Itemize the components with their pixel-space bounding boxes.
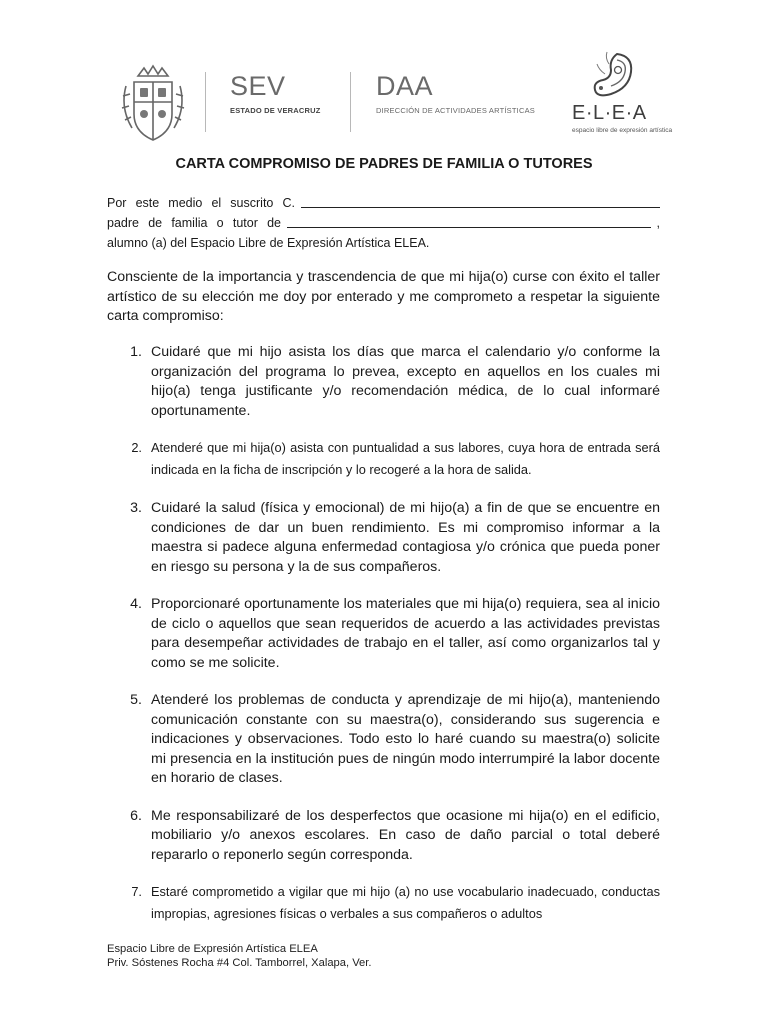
item-text: Cuidaré que mi hijo asista los días que marca el calendario y/o conforme la organización del programa lo prevea, excepto en aquellos en los cuales mi hijo(a) tenga justificante y/o recomendación médica, de lo cual informaré oportunamente. bbox=[151, 344, 660, 419]
list-item bbox=[107, 595, 660, 673]
intro-paragraph: Consciente de la importancia y trascendencia de que mi hija(o) curse con éxito el taller artístico de su elección me doy por enterado y me comprometo a respetar la siguiente carta compromiso: bbox=[107, 269, 660, 324]
intro-line-student bbox=[107, 213, 660, 233]
veracruz-coat-of-arms-icon bbox=[118, 62, 188, 144]
commitment-list bbox=[107, 343, 660, 943]
list-item bbox=[107, 343, 660, 421]
daa-subtitle: DIRECCIÓN DE ACTIVIDADES ARTÍSTICAS bbox=[376, 106, 535, 115]
intro-label-name: Por este medio el suscrito C. bbox=[107, 196, 295, 210]
header-divider bbox=[205, 72, 206, 132]
sev-title: SEV bbox=[230, 71, 286, 101]
item-text: Proporcionaré oportunamente los materiales que mi hija(o) requiera, sea al inicio de ciclo o aquellos que sean requeridos de acuerdo a las actividades previstas para desempeñar actividades de trabajo en el taller, así como organizarlos tal y como se me solicite. bbox=[151, 596, 660, 671]
elea-paisley-logo-icon bbox=[587, 50, 637, 100]
document-title: CARTA COMPROMISO DE PADRES DE FAMILIA O TUTORES bbox=[175, 156, 593, 172]
item-number: 2. bbox=[131, 440, 142, 455]
student-blank-line bbox=[287, 213, 651, 228]
intro-line-alumno: alumno (a) del Espacio Libre de Expresión Artística ELEA. bbox=[107, 236, 430, 250]
footer bbox=[107, 942, 372, 970]
intro-label-student: padre de familia o tutor de bbox=[107, 216, 281, 230]
item-number: 4. bbox=[130, 596, 142, 612]
item-text: Atenderé que mi hija(o) asista con puntualidad a sus labores, cuya hora de entrada será indicada en la ficha de inscripción y lo recogeré a la hora de salida. bbox=[151, 440, 660, 477]
item-number: 7. bbox=[131, 884, 142, 899]
item-text: Cuidaré la salud (física y emocional) de mi hijo(a) a fin de que se encuentre en condiciones de dar un buen rendimiento. Es mi compromiso informar a la maestra si padece alguna enfermedad contagiosa y/o crónica que pueda poner en riesgo su persona y la de sus compañeros. bbox=[151, 500, 660, 575]
item-number: 1. bbox=[130, 344, 142, 360]
daa-title: DAA bbox=[376, 71, 434, 101]
list-item bbox=[107, 807, 660, 866]
footer-line-address: Priv. Sóstenes Rocha #4 Col. Tamborrel, Xalapa, Ver. bbox=[107, 957, 372, 969]
header-divider bbox=[350, 72, 351, 132]
item-text: Me responsabilizaré de los desperfectos que ocasione mi hija(o) en el edificio, mobiliario y/o anexos escolares. En caso de daño parcial o total deberé repararlo o reponerlo según corresponda. bbox=[151, 807, 660, 863]
list-item bbox=[107, 499, 660, 577]
name-blank-line bbox=[301, 193, 660, 208]
item-text: Atenderé los problemas de conducta y aprendizaje de mi hijo(a), manteniendo comunicación constante con su maestra(o), considerando sus sugerencia e indicaciones y observaciones. Todo esto lo haré cuando su maestra(o) solicite mi presencia en la institución pues de ningún modo interrumpiré la labor docente en horario de clases. bbox=[151, 692, 660, 786]
intro-line-name bbox=[107, 193, 660, 213]
elea-subtitle: espacio libre de expresión artística bbox=[572, 127, 673, 134]
intro-comma: , bbox=[656, 216, 660, 230]
item-text: Estaré comprometido a vigilar que mi hijo (a) no use vocabulario inadecuado, conductas impropias, agresiones físicas o verbales a sus compañeros o adultos bbox=[151, 884, 660, 921]
list-item bbox=[107, 437, 660, 481]
letterhead bbox=[0, 0, 768, 150]
list-item bbox=[107, 691, 660, 789]
item-number: 6. bbox=[130, 807, 142, 824]
sev-subtitle: ESTADO DE VERACRUZ bbox=[230, 106, 321, 115]
elea-name: E·L·E·A bbox=[572, 102, 647, 124]
intro-block bbox=[107, 193, 660, 253]
footer-line-institution: Espacio Libre de Expresión Artística ELEA bbox=[107, 943, 318, 955]
item-number: 5. bbox=[130, 692, 142, 708]
list-item bbox=[107, 881, 660, 925]
item-number: 3. bbox=[130, 500, 142, 516]
